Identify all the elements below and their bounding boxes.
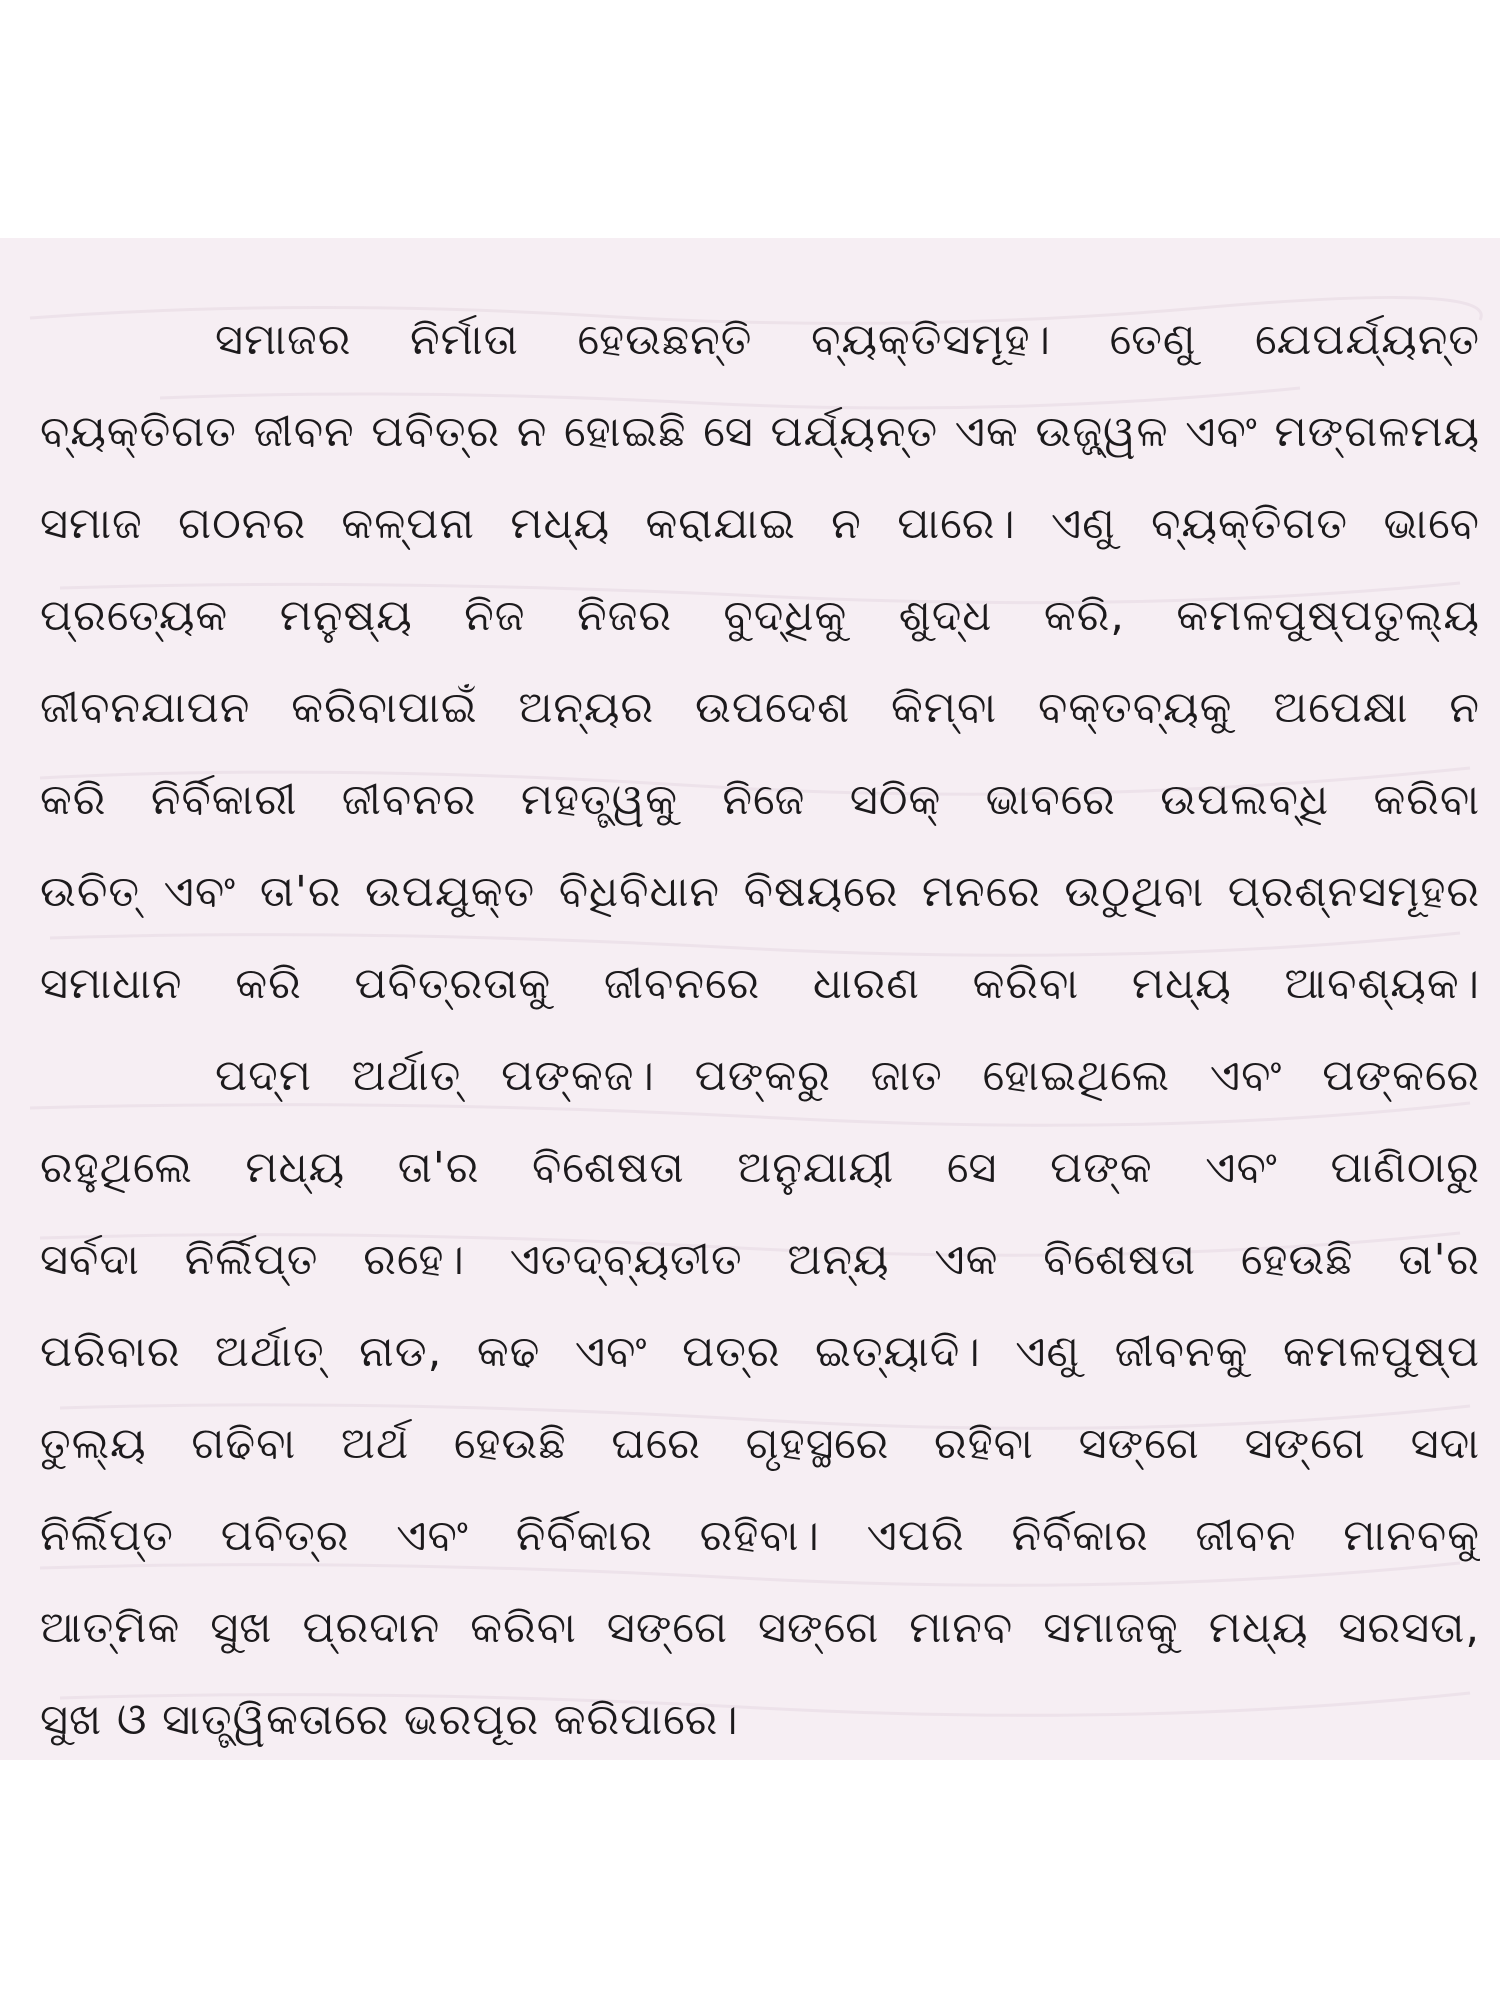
text-line: ବ୍ୟକ୍ତିଗତ ଜୀବନ ପବିତ୍ର ନ ହୋଇଛି ସେ ପର୍ଯ୍ୟନ୍ତ ଏକ ଉଜ୍ଜ୍ୱଳ ଏବଂ ମଙ୍ଗଳମୟ bbox=[40, 407, 1480, 457]
text-line: ପରିବାର ଅର୍ଥାତ୍ ନାଡ, କଢ ଏବଂ ପତ୍ର ଇତ୍ୟାଦି। ଏଣୁ ଜୀବନକୁ କମଳପୁଷ୍ପ bbox=[40, 1327, 1480, 1377]
text-line: ଜୀବନଯାପନ କରିବାପାଇଁ ଅନ୍ୟର ଉପଦେଶ କିମ୍ବା ବକ୍ତବ୍ୟକୁ ଅପେକ୍ଷା ନ bbox=[40, 683, 1480, 733]
text-line: ପଦ୍ମ ଅର୍ଥାତ୍ ପଙ୍କଜ। ପଙ୍କରୁ ଜାତ ହୋଇଥିଲେ ଏବଂ ପଙ୍କରେ bbox=[215, 1051, 1480, 1101]
text-line: ଆତ୍ମିକ ସୁଖ ପ୍ରଦାନ କରିବା ସଙ୍ଗେ ସଙ୍ଗେ ମାନବ ସମାଜକୁ ମଧ୍ୟ ସରସତା, bbox=[40, 1603, 1480, 1653]
text-line: ତୁଲ୍ୟ ଗଢିବା ଅର୍ଥ ହେଉଛି ଘରେ ଗୃହସ୍ଥରେ ରହିବା ସଙ୍ଗେ ସଙ୍ଗେ ସଦା bbox=[40, 1419, 1480, 1469]
top-margin bbox=[0, 0, 1500, 238]
text-line: ସୁଖ ଓ ସାତ୍ତ୍ୱିକତାରେ ଭରପୂର କରିପାରେ। bbox=[40, 1695, 739, 1745]
text-line: ସର୍ବଦା ନିର୍ଲିପ୍ତ ରହେ। ଏତଦ୍‌ବ୍ୟତୀତ ଅନ୍ୟ ଏକ ବିଶେଷତା ହେଉଛି ତା'ର bbox=[40, 1235, 1480, 1285]
text-line: ସମାଜର ନିର୍ମାତା ହେଉଛନ୍ତି ବ୍ୟକ୍ତିସମୂହ। ତେଣୁ ଯେପର୍ଯ୍ୟନ୍ତ bbox=[215, 315, 1480, 365]
text-line: ସମାଧାନ କରି ପବିତ୍ରତାକୁ ଜୀବନରେ ଧାରଣ କରିବା ମଧ୍ୟ ଆବଶ୍ୟକ। bbox=[40, 959, 1480, 1009]
body-text bbox=[40, 294, 1480, 1760]
text-line: ନିର୍ଲିପ୍ତ ପବିତ୍ର ଏବଂ ନିର୍ବିକାର ରହିବା। ଏପରି ନିର୍ବିକାର ଜୀବନ ମାନବକୁ bbox=[40, 1511, 1480, 1561]
text-line: କରି ନିର୍ବିକାରୀ ଜୀବନର ମହତ୍ତ୍ୱକୁ ନିଜେ ସଠିକ୍ ଭାବରେ ଉପଲବ୍ଧି କରିବା bbox=[40, 775, 1480, 825]
scanned-page bbox=[0, 238, 1500, 1760]
text-line: ରହୁଥିଲେ ମଧ୍ୟ ତା'ର ବିଶେଷତା ଅନୁଯାୟୀ ସେ ପଙ୍କ ଏବଂ ପାଣିଠାରୁ bbox=[40, 1143, 1480, 1193]
text-line: ସମାଜ ଗଠନର କଳ୍ପନା ମଧ୍ୟ କରାଯାଇ ନ ପାରେ। ଏଣୁ ବ୍ୟକ୍ତିଗତ ଭାବେ bbox=[40, 499, 1480, 549]
text-line: ପ୍ରତ୍ୟେକ ମନୁଷ୍ୟ ନିଜ ନିଜର ବୁଦ୍ଧିକୁ ଶୁଦ୍ଧ କରି, କମଳପୁଷ୍ପତୁଲ୍ୟ bbox=[40, 591, 1480, 641]
text-line: ଉଚିତ୍ ଏବଂ ତା'ର ଉପଯୁକ୍ତ ବିଧିବିଧାନ ବିଷୟରେ ମନରେ ଉଠୁଥିବା ପ୍ରଶ୍ନସମୂହର bbox=[40, 867, 1480, 917]
bottom-margin bbox=[0, 1760, 1500, 2000]
